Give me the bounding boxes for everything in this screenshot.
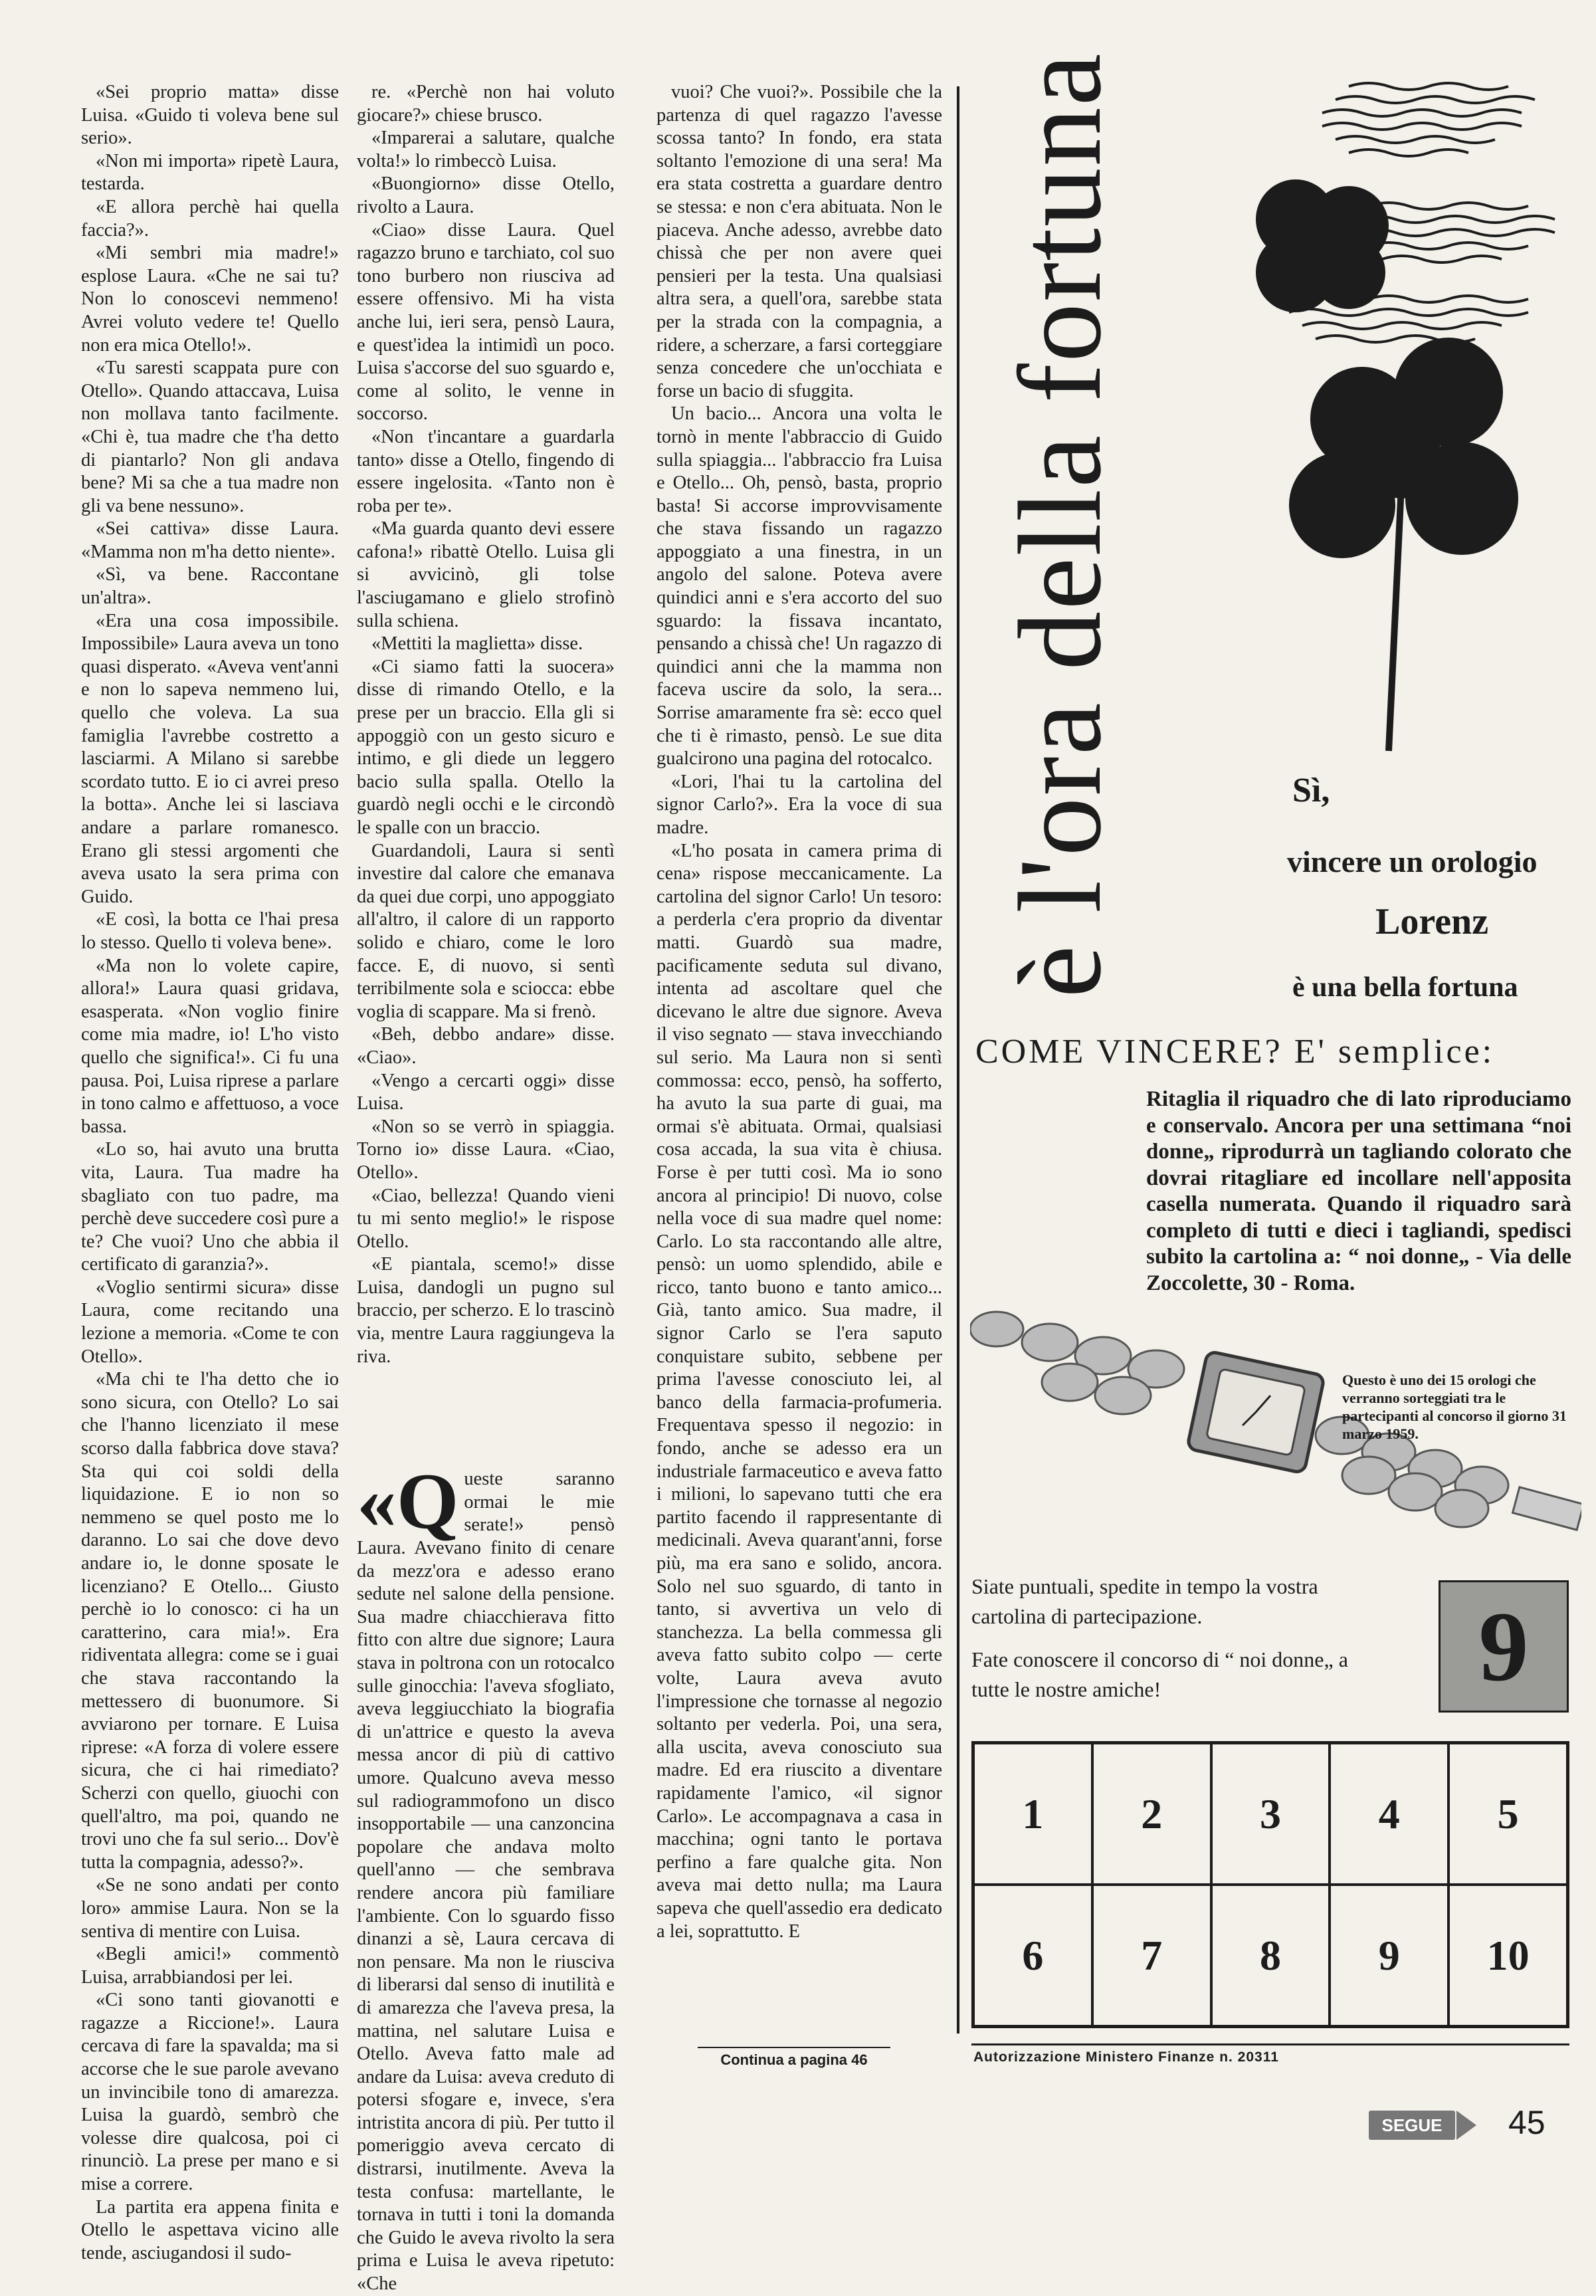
paragraph: «Ciao» disse Laura. Quel ragazzo bruno e tarchiato, col suo tono burbero non riusciva ad essere offensivo. Mi ha vista anche lui, ieri sera, pensò Laura, e quest'idea la intimidì un poco. Luisa s'accorse del suo sguardo e, come al solito, le venne in soccorso.	[357, 219, 615, 425]
authorization-note: Autorizzazione Ministero Finanze n. 20311	[973, 2049, 1279, 2065]
paragraph: «Sì, va bene. Raccontane un'altra».	[81, 564, 339, 609]
ad-vertical-title: è l'ora della fortuna	[994, 52, 1126, 998]
coupon-cell: 6	[973, 1885, 1092, 2026]
continued-note: Continua a pagina 46	[720, 2051, 868, 2068]
paragraph: «Imparerai a salutare, qualche volta!» lo rimbeccò Luisa.	[357, 128, 615, 171]
paragraph: «Mettiti la maglietta» disse.	[371, 633, 583, 655]
paragraph: «Sei proprio matta» disse Luisa. «Guido ti voleva bene sul serio».	[81, 82, 339, 149]
paragraph: «Tu saresti scappata pure con Otello». Quando attaccava, Luisa non mollava tanto facilmente. «Chi è, tua madre che t'ha detto di piantarlo? Non gli andava bene? Mi sa che a tua madre non gli va bene nessuno».	[81, 358, 339, 516]
paragraph: «Vengo a cercarti oggi» disse Luisa.	[357, 1070, 615, 1114]
paragraph: «Sei cattiva» disse Laura. «Mamma non m'ha detto niente».	[81, 518, 339, 562]
article-column-2	[357, 81, 615, 2296]
ad-come-vincere: COME VINCERE? E' semplice:	[975, 1033, 1495, 1071]
paragraph: «L'ho posata in camera prima di cena» rispose meccanicamente. La cartolina del signor Carlo! Un tesoro: a perderla c'era proprio da diventar matti. Guardò sua madre, pacificamente seduta sul divano, intenta ad ascoltare quel che dicevano le altre due signore. Aveva il viso segnato — stava invecchiando sul serio. Ma Laura non si sentì commossa: ecco, pensò, ha sofferto, ha avuto la sua parte di guai, ma ormai s'è abituata. Ormai, qualsiasi cosa accada, la sua vita è chiusa. Forse è per tutti così. Ma io sono ancora al principio! Di nuovo, colse nella voce di sua madre quel nome: Carlo. Lo sta raccontando alle altre, pensò: un uomo splendido, abile e ricco, tanto buono e tanto amico... Già, tanto amico. Sua madre, il signor Carlo se l'era saputo conquistare subito, sebbene per prima l'avesse conosciuto lei, al banco della farmacia-profumeria. Frequentava spesso il negozio: in fondo, anche se adesso era un industriale farmaceutico e aveva fatto i milioni, lo sapevano tutti che era partito facendo il rappresentante di medicinali. Aveva quarant'anni, forse più, ma era sano e solido, ancora. Solo nel suo sguardo, di tanto in tanto, si avvertiva un velo di stanchezza. La bella commessa gli aveva fatto subito colpo — certe volte, Laura aveva avuto l'impressione che tornasse al negozio soltanto per vederla. Poi, una sera, alla uscita, aveva conosciuto sua madre. Ed era riuscito a diventare rapidamente l'amico, «il signor Carlo». Le accompagnava a casa in macchina; ogni tanto le portava perfino a fare qualche gita. Non aveva mai detto nulla; ma Laura sapeva che quell'assedio era dedicato a lei, soprattutto. E	[656, 840, 942, 1942]
paragraph: «Ma non lo volete capire, allora!» Laura quasi gridava, esasperata. «Non voglio finire come mia madre, io! L'ho visto quello che significa!». Ci fu una pausa. Poi, Luisa riprese a parlare in tono calmo e affettuoso, a voce bassa.	[81, 955, 339, 1137]
clover-illustration	[1249, 73, 1595, 804]
paragraph: Guardandoli, Laura si sentì investire dal calore che emanava da quei due corpi, uno appoggiato all'altro, il calore di un rapporto solido e chiaro, come le loro facce. E, di nuovo, si sentì terribilmente sola e sciocca: ebbe voglia di scappare. Ma si frenò.	[357, 840, 615, 1022]
paragraph: La partita era appena finita e Otello le aspettava vicino alle tende, asciugandosi il sudo-	[81, 2196, 339, 2263]
article-column-1	[81, 81, 339, 2265]
paragraph: «Beh, debbo andare» disse. «Ciao».	[357, 1024, 615, 1068]
coupon-number-box: 9	[1439, 1580, 1569, 1713]
page-number: 45	[1508, 2104, 1546, 2141]
ad-si: Sì,	[1292, 772, 1330, 809]
paragraph: «Non t'incantare a guardarla tanto» disse a Otello, fingendo di essere ingelosita. «Tanto non è roba per te».	[357, 426, 615, 516]
auth-rule	[971, 2043, 1569, 2045]
paragraph: «E allora perchè hai quella faccia?».	[81, 196, 339, 241]
paragraph: «Non so se verrò in spiaggia. Torno io» disse Laura. «Ciao, Otello».	[357, 1116, 615, 1183]
paragraph: re. «Perchè non hai voluto giocare?» chiese brusco.	[357, 82, 615, 126]
continue-tag: SEGUE	[1369, 2111, 1455, 2140]
paragraph: «Era una cosa impossibile. Impossibile» Laura aveva un tono quasi disperato. «Aveva vent'anni e non lo sapeva nemmeno lui, quello che voleva. La sua famiglia l'avrebbe costretto a lasciarmi. A Milano si sarebbe scordato tutto. E io ci avrei preso la botta». Anche lei si lasciava andare a parlare romanesco. Erano gli stessi argomenti che aveva usato la sera prima con Guido.	[81, 610, 339, 907]
ad-fortuna: è una bella fortuna	[1292, 972, 1518, 1003]
article-column-3	[656, 81, 942, 1943]
coupon-cell: 4	[1330, 1743, 1448, 1885]
paragraph: vuoi? Che vuoi?». Possibile che la partenza di quel ragazzo l'avesse scossa tanto? In fondo, era stata soltanto l'emozione di una sera! Ma era stata costretta a guardare dentro se stessa: e non c'era abituata. Non le piaceva. Anche adesso, avrebbe dato chissà che per non avere quei pensieri per la testa. Una qualsiasi altra sera, a quell'ora, sarebbe stata per la strada con la compagnia, a ridere, a scherzare, a farsi corteggiare senza concedere che un'occhiata e forse un bacio di sfuggita.	[656, 82, 942, 401]
watch-caption: Questo è uno dei 15 orologi che verranno sorteggiati tra le partecipanti al concorso il giorno 31 marzo 1959.	[1342, 1372, 1567, 1442]
ad-reminder	[971, 1572, 1377, 1718]
coupon-cell: 1	[973, 1743, 1092, 1885]
coupon-cell: 3	[1211, 1743, 1330, 1885]
paragraph: «Ma chi te l'ha detto che io sono sicura, con Otello? Lo sai che l'hanno licenziato il mese scorso dalla fabbrica dove stava? Sta qui coi soldi della liquidazione. E io non so nemmeno se quel posto me lo daranno. Lo sai che dove devo andare io, le donne sposate le licenziano? E Otello... Giusto perchè io lo conosco: ci ha un caratterino, cara mia!». Era ridiventata allegra: come se i guai che stava raccontando la mettessero di buonumore. Si avviarono per tornare. E Luisa riprese: «A forza di volere essere sicura, che ci hai rimediato? Scherzi con quello, giuochi con quell'altro, ma poi, quando ne trovi uno che fa sul serio... Dov'è tutta la compagnia, adesso?».	[81, 1369, 339, 1873]
paragraph: «Non mi importa» ripetè Laura, testarda.	[81, 150, 339, 195]
paragraph: Un bacio... Ancora una volta le tornò in mente l'abbraccio di Guido sulla spiaggia... l'abbraccio fra Luisa e Otello... Oh, pensò, basta, proprio basta! Si accorse improvvisamente che stava fissando un ragazzo appoggiato a una finestra, in un angolo del salone. Poteva avere quindici anni e s'era accorto del suo sguardo: la fissava incantato, pensando a chissà che! Un ragazzo di quindici anni che la mamma non faceva uscire da solo, la sera... Sorrise amaramente fra sè: ecco quel che ti è rimasto, pensò. Le sue dita gualcirono una pagina del rotocalco.	[656, 403, 942, 770]
paragraph: «Lo so, hai avuto una brutta vita, Laura. Tua madre ha sbagliato con tuo padre, ma perchè deve succedere così pure a te? Che vuoi? Uno che abbia il certificato di garanzia?».	[81, 1139, 339, 1275]
coupon-cell: 10	[1448, 1885, 1567, 2026]
column-divider	[957, 86, 959, 2034]
reminder-line-2: Fate conoscere il concorso di “ noi donne„ a tutte le nostre amiche!	[971, 1647, 1348, 1701]
drop-cap: «Q	[357, 1457, 459, 1546]
coupon-cell: 2	[1092, 1743, 1211, 1885]
paragraph: «Ciao, bellezza! Quando vieni tu mi sento meglio!» le risposе Otello.	[357, 1185, 615, 1252]
paragraph: «Lori, l'hai tu la cartolina del signor Carlo?». Era la voce di sua madre.	[656, 771, 942, 838]
coupon-cell: 8	[1211, 1885, 1330, 2026]
paragraph: «Begli amici!» commentò Luisa, arrabbiandosi per lei.	[81, 1944, 339, 1988]
coupon-cell: 9	[1330, 1885, 1448, 2026]
paragraph: «Se ne sono andati per conto loro» ammise Laura. Non se la sentiva di mentire con Luisa.	[81, 1875, 339, 1942]
paragraph: «Mi sembri mia madre!» esplose Laura. «Che ne sai tu? Non lo conoscevi nemmeno! Avrei voluto vedere te! Quello non era mica Otello!».	[81, 243, 339, 356]
paragraph: «Ci siamo fatti la suocera» disse di rimando Otello, e la prese per un braccio. Ella gli si appoggiò con un gesto sicuro e intimo, e gli diede un leggero bacio sulla spalla. Otello la guardò negli occhi e le circondò le spalle con un braccio.	[357, 656, 615, 838]
paragraph: «Ma guarda quanto devi essere cafona!» ribattè Otello. Luisa gli si avvicinò, gli tolse l'asciugamano e glielo strofinò sulla schiena.	[357, 518, 615, 631]
paragraph: «Ci sono tanti giovanotti e ragazze a Riccione!». Laura cercava di fare la spavalda; ma si accorse che le sue parole avevano un invincibile tono di amarezza. Luisa la guardò, sembrò che volesse dire qualcosa, poi ci rinunciò. La prese per mano e si mise a correre.	[81, 1990, 339, 2195]
coupon-grid	[971, 1741, 1569, 2028]
paragraph: «E piantala, scemo!» disse Luisa, dandogli un pugno sul braccio, per scherzo. E lo trascinò via, mentre Laura raggiungeva la riva.	[357, 1254, 615, 1367]
article-column-2-top	[357, 81, 615, 1368]
coupon-cell: 7	[1092, 1885, 1211, 2026]
paragraph: «E così, la botta ce l'hai presa lo stesso. Quello ti voleva bene».	[81, 909, 339, 953]
ad-vincere: vincere un orologio	[1287, 845, 1538, 879]
ad-rules: Ritaglia il riquadro che di lato riproduciamo e conservalo. Ancora per una settimana “noi donne„ riprodurrà un tagliando colorato che dovrai ritagliare ed incollare nell'apposita casella numerata. Quando il riquadro sarà completo di tutti e dieci i tagliandi, spedisci subito la cartolina a: “ noi donne„ - Via delle Zoccolette, 30 - Roma.	[1146, 1087, 1571, 1295]
continua-rule	[698, 2047, 890, 2048]
arrow-right-icon	[1456, 2111, 1476, 2140]
coupon-cell: 5	[1448, 1743, 1567, 1885]
paragraph: «Voglio sentirmi sicura» disse Laura, come recitando una lezione a memoria. «Come te con Otello».	[81, 1277, 339, 1367]
article-section-text: ueste saranno ormai le mie serate!» pensò Laura. Avevano finito di cenare da mezz'ora e adesso erano sedute nel salone della pensione. Sua madre chiacchierava fitto fitto con altre due signore; Laura stava in poltrona con un rotocalco sulle ginocchia: l'aveva sfogliato, aveva leggiucchiato la biografia di un'attrice e questo la aveva messa ancor di più di cattivo umore. Qualcuno aveva messo sul radiogrammofono un disco insopportabile — una canzoncina popolare che andava molto quell'anno — che sembrava rendere ancora più familiare l'ambiente. Con lo sguardo fisso dinanzi a sè, Laura cercava di non pensare. Ma non le riusciva di liberarsi dal senso di inutilità e di amarezza che l'aveva presa, la mattina, nel salutare Luisa e Otello. Aveva fatto male ad andare da Luisa: aveva creduto di potersi sfogare e, invece, s'era intristita ancora di più. Per tutto il pomeriggio aveva cercato di distrarsi, inutilmente. Aveva la testa confusa: martellante, le tornava in tutti i toni la domanda che Guido le aveva rivolto la sera prima e Luisa le aveva ripetuto: «Che	[357, 1469, 615, 2295]
reminder-line-1: Siate puntuali, spedite in tempo la vostra cartolina di partecipazione.	[971, 1574, 1318, 1628]
paragraph: «Buongiorno» disse Otello, rivolto a Laura.	[357, 173, 615, 217]
article-section-start	[357, 1457, 615, 2295]
ad-brand: Lorenz	[1375, 901, 1489, 942]
